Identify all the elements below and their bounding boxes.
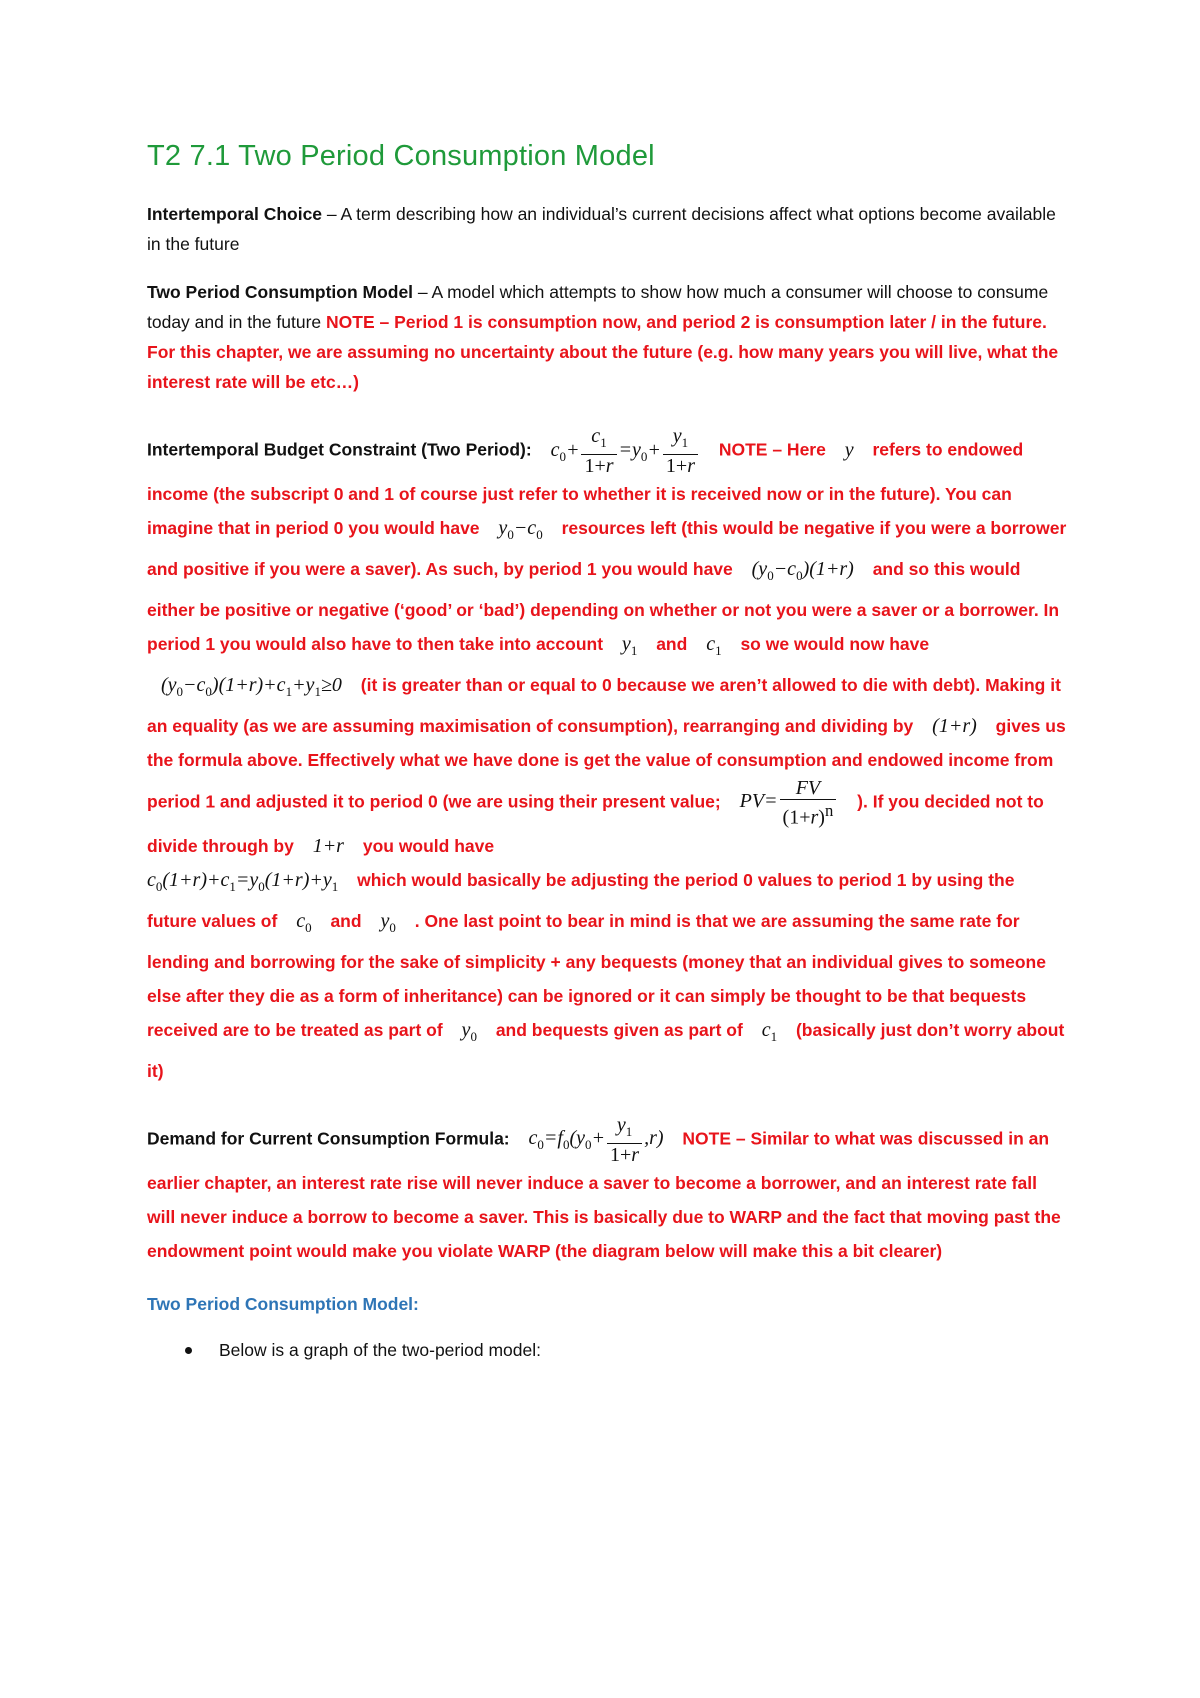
bullet-icon [185, 1347, 192, 1354]
note-budget-13: . One last point to bear in mind is that we are assuming the same rate for lending and borrowing for the sake of simplicity + any bequests (money that an individual gives to someone else after they die as a form of inheritance) can be ignored or it can simply be thought to be that bequests received are to be treated as part of [147, 910, 1046, 1040]
list-item [147, 1335, 1067, 1365]
symbol-c0: $c_0$ [296, 909, 312, 935]
demand-formula-paragraph [147, 1114, 1067, 1268]
symbol-y0-bequests: $y_0$ [461, 1018, 477, 1044]
expr-one-plus-r: (1+r) [932, 715, 977, 737]
budget-constraint-paragraph [147, 425, 1067, 1088]
term-demand-formula: Demand for Current Consumption Formula: [147, 1128, 510, 1149]
symbol-y1: $y_1$ [621, 633, 638, 658]
list-item-text: Below is a graph of the two-period model: [219, 1339, 541, 1360]
page-title: T2 7.1 Two Period Consumption Model [147, 140, 655, 172]
intertemporal-choice-paragraph [147, 199, 1067, 259]
term-budget-constraint: Intertemporal Budget Constraint (Two Period): [147, 439, 532, 460]
note-budget-9: ). If you decided not to divide through by [147, 791, 1044, 856]
symbol-y: y [844, 438, 854, 461]
note-budget-1: NOTE – Here [718, 439, 826, 460]
definition-intertemporal-choice: – A term describing how an individual’s current decisions affect what options become available in the future [147, 204, 1056, 254]
note-budget-14: and bequests given as part of [495, 1019, 743, 1040]
expr-one-plus-r-2: 1+r [312, 834, 344, 857]
budget-constraint-formula: $c_0+$ $\frac{c_1}{1+r}$ $=y_0+$ $\frac{y_1}{1+r}$ [551, 439, 700, 461]
note-budget-4: and so this would either be positive or negative (‘good’ or ‘bad’) depending on whether or not you were a saver or a borrower. In period 1 you would also have to then take into account [147, 559, 1060, 654]
note-budget-3: resources left (this would be negative if you were a borrower and positive if you were a saver). As such, by period 1 you would have [147, 518, 1067, 579]
section-heading: Two Period Consumption Model: [147, 1293, 419, 1314]
bullet-list [147, 1335, 1067, 1365]
term-two-period-model: Two Period Consumption Model [147, 282, 414, 302]
note-budget-12: and [330, 910, 362, 931]
demand-formula: $c_0=f_0(y_0+$ $\frac{y_1}{1+r}$ ,r) [528, 1113, 664, 1166]
note-budget-10: you would have [362, 835, 495, 856]
symbol-c1: $c_1$ [706, 633, 722, 658]
document-page [147, 140, 1067, 1365]
expr-saving-times-interest: $(y_0-c_0)(1+r)$ [751, 558, 854, 583]
symbol-y0: $y_0$ [380, 909, 396, 935]
note-budget-15: (basically just don’t worry about it) [147, 1019, 1065, 1081]
note-budget-5: and [656, 634, 688, 654]
term-intertemporal-choice: Intertemporal Choice [147, 204, 323, 224]
definition-two-period-model: – A model which attempts to show how much a consumer will choose to consume today and in the future [147, 282, 1049, 332]
symbol-c1-bequests: $c_1$ [761, 1018, 778, 1044]
note-budget-8: gives us the formula above. Effectively what we have done is get the value of consumption and endowed income from period 1 and adjusted it to period 0 (we are using their present value; [147, 716, 1066, 812]
note-demand-formula: NOTE – Similar to what was discussed in an earlier chapter, an interest rate rise will never induce a saver to become a borrower, and an interest rate fall will never induce a borrow to become a saver. This is basically due to WARP and the fact that moving past the endowment point would make you violate WARP (the diagram below will make this a bit clearer) [147, 1128, 1061, 1261]
note-budget-6: so we would now have [740, 634, 930, 654]
expr-inequality: $(y_0-c_0)(1+r)+c_1+y_1\ge 0$ [161, 674, 342, 699]
note-budget-2: refers to endowed income (the subscript 0 and 1 of course just refer to whether it is received now or in the future). You can imagine that in period 0 you would have [147, 439, 1024, 538]
expr-present-value: PV= $\frac{FV}{(1+r)^n}$ [740, 790, 839, 812]
expr-future-value-constraint: $c_0(1+r)+c_1=y_0(1+r)+y_1$ [147, 868, 339, 894]
note-budget-7: (it is greater than or equal to 0 because we aren’t allowed to die with debt). Making it an equality (as we are assuming maximisation of consumption), rearranging and dividing by [147, 675, 1061, 736]
expr-y0-minus-c0: $y_0-c_0$ [498, 517, 543, 542]
two-period-model-paragraph [147, 277, 1067, 397]
note-two-period-model: NOTE – Period 1 is consumption now, and period 2 is consumption later / in the future. For this chapter, we are assuming no uncertainty about the future (e.g. how many years you will live, what the interest rate will be etc…) [147, 312, 1059, 392]
note-budget-11: which would basically be adjusting the period 0 values to period 1 by using the future values of [147, 869, 1015, 931]
